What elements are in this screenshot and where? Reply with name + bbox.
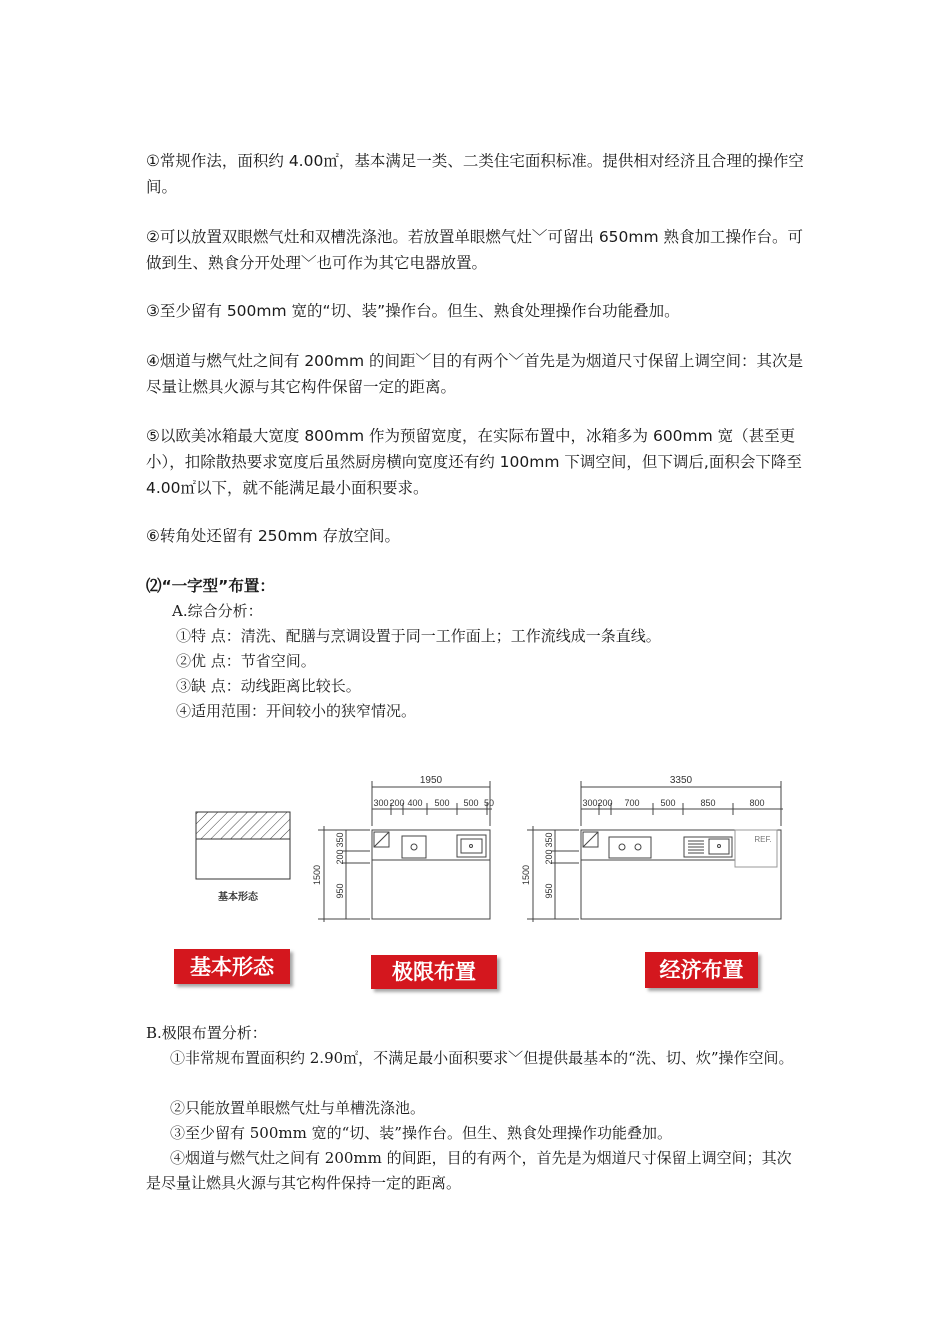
para-item-3: ③至少留有 500mm 宽的“切、装”操作台。但生、熟食处理操作台功能叠加。 [146, 302, 680, 320]
feature-item: ②优 点：节省空间。 [176, 652, 316, 670]
economic-layout-badge: 经济布置 [645, 952, 758, 988]
limit-item-2: ②只能放置单眼燃气灶与单槽洗涤池。 [170, 1099, 426, 1117]
economic-height-dim: 200 [544, 849, 554, 865]
limit-item-4: ④烟道与燃气灶之间有 200mm 的间距，目的有两个，首先是为烟道尺寸保留上调空间；其次是尽量让燃具火源与其它构件保持一定的距离。 [146, 1149, 792, 1192]
section-heading: ⑵“一字型”布置： [146, 577, 275, 595]
economic-height-dim: 950 [544, 883, 554, 899]
economic-height-dim: 350 [544, 832, 554, 848]
economic-seg-dim: 700 [624, 798, 640, 808]
economic-seg-dim: 300 [582, 798, 598, 808]
limit-seg-dim: 400 [407, 798, 423, 808]
sub-heading-a: A.综合分析： [172, 602, 263, 620]
limit-layout-badge: 极限布置 [371, 955, 497, 989]
basic-form-badge: 基本形态 [174, 949, 290, 984]
limit-seg-dim: 50 [483, 798, 495, 808]
para-item-4: ④烟道与燃气灶之间有 200mm 的间距﹀目的有两个﹀首先是为烟道尺寸保留上调空间：其次是尽量让燃具火源与其它构件保留一定的距离。 [146, 352, 804, 396]
para-item-1: ①常规作法，面积约 4.00㎡，基本满足一类、二类住宅面积标准。提供相对经济且合理的操作空间。 [146, 152, 804, 196]
ref-label: REF. [754, 835, 772, 844]
limit-height-dim: 200 [335, 849, 345, 865]
economic-total-dim: 3350 [669, 775, 693, 786]
limit-seg-dim: 300 [373, 798, 389, 808]
basic-form-caption: 基本形态 [218, 892, 258, 903]
sub-heading-b: B.极限布置分析： [146, 1024, 267, 1042]
limit-seg-dim: 200 [389, 798, 405, 808]
para-item-5: ⑤以欧美冰箱最大宽度 800mm 作为预留宽度，在实际布置中，冰箱多为 600mm 宽（甚至更小），扣除散热要求宽度后虽然厨房横向宽度还有约 100mm 下调空间，但下调后,面积会下降至 4.00㎡以下，就不能满足最小面积要求。 [146, 427, 802, 497]
economic-layout-diagram [527, 781, 783, 922]
limit-height-dim: 350 [335, 832, 345, 848]
limit-item-3: ③至少留有 500mm 宽的“切、装”操作台。但生、熟食处理操作功能叠加。 [170, 1124, 672, 1142]
limit-seg-dim: 500 [463, 798, 479, 808]
para-item-2: ②可以放置双眼燃气灶和双槽洗涤池。若放置单眼燃气灶﹀可留出 650mm 熟食加工操作台。可做到生、熟食分开处理﹀也可作为其它电器放置。 [146, 228, 804, 272]
limit-height-dim: 1500 [312, 864, 322, 886]
feature-item: ①特 点：清洗、配膳与烹调设置于同一工作面上；工作流线成一条直线。 [176, 627, 661, 645]
economic-seg-dim: 200 [597, 798, 613, 808]
limit-seg-dim: 500 [434, 798, 450, 808]
para-item-6: ⑥转角处还留有 250mm 存放空间。 [146, 527, 401, 545]
economic-seg-dim: 500 [660, 798, 676, 808]
limit-total-dim: 1950 [419, 775, 443, 786]
economic-seg-dim: 800 [749, 798, 765, 808]
limit-item-1: ①非常规布置面积约 2.90㎡，不满足最小面积要求﹀但提供最基本的“洗、切、炊”操作空间。 [170, 1049, 794, 1067]
limit-height-dim: 950 [335, 883, 345, 899]
basic-form-diagram [196, 812, 290, 879]
feature-item: ③缺 点：动线距离比较长。 [176, 677, 361, 695]
economic-height-dim: 1500 [521, 864, 531, 886]
economic-seg-dim: 850 [700, 798, 716, 808]
feature-item: ④适用范围：开间较小的狭窄情况。 [176, 702, 417, 720]
